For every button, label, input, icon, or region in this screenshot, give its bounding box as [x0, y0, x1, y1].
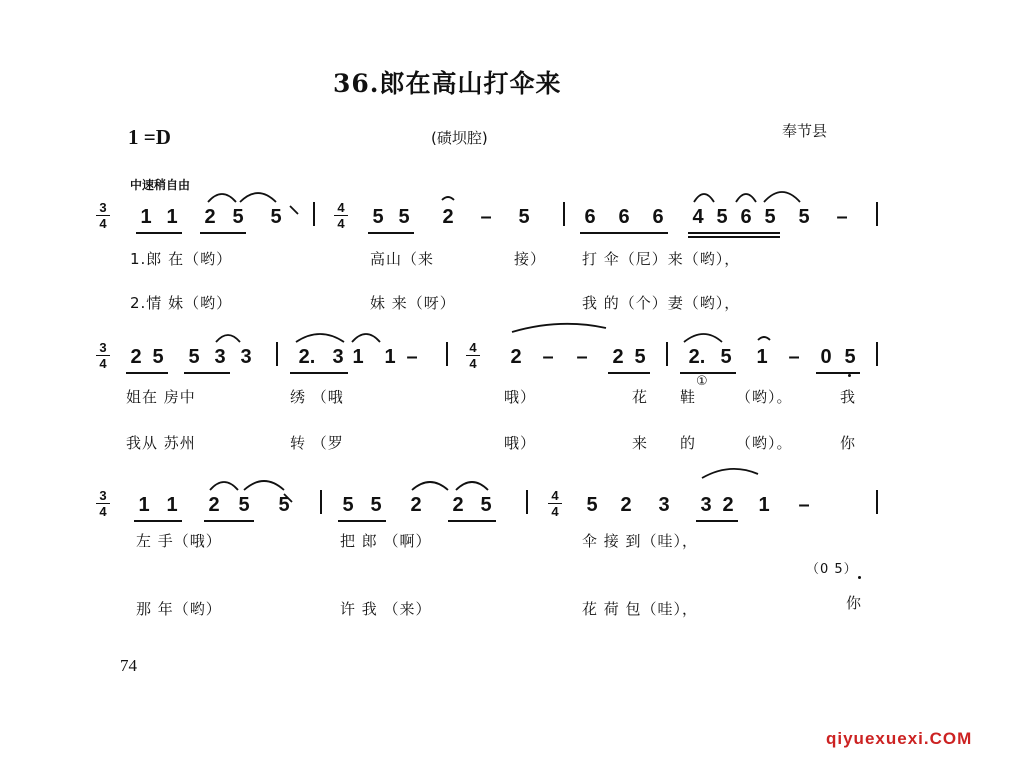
note: 0: [820, 346, 832, 368]
dash: –: [798, 494, 810, 516]
time-signature: 3 4: [96, 200, 110, 231]
lyric: 姐在 房中: [126, 388, 196, 406]
note: 5: [270, 206, 282, 228]
note: 2.: [298, 346, 316, 368]
lyric: 花 荷 包（哇），: [582, 600, 699, 618]
lyric: 我从 苏州: [126, 434, 196, 452]
note: 5: [238, 494, 250, 516]
note: 5: [372, 206, 384, 228]
note: 1: [756, 346, 768, 368]
note: 3: [332, 346, 344, 368]
lyric: 你: [846, 594, 863, 612]
lyric: 高山（来: [370, 250, 435, 268]
region-label: 奉节县: [782, 122, 828, 140]
lyric: 我: [840, 388, 857, 406]
watermark: qiyuexuexi.COM: [826, 729, 973, 748]
note: 2: [612, 346, 624, 368]
lyric: 把 郎 （啊）: [340, 532, 432, 550]
note: 5: [152, 346, 164, 368]
note: 1: [758, 494, 770, 516]
note: 5: [232, 206, 244, 228]
note: 3: [214, 346, 226, 368]
note: 3: [700, 494, 712, 516]
note: 2: [620, 494, 632, 516]
note: 2: [510, 346, 522, 368]
time-signature: 4 4: [548, 488, 562, 519]
note: 5: [518, 206, 530, 228]
note: 3: [240, 346, 252, 368]
lyric: 鞋: [680, 388, 697, 406]
note: 5: [716, 206, 728, 228]
note: 1: [352, 346, 364, 368]
dash: –: [576, 346, 588, 368]
lyric: 来: [632, 434, 649, 452]
note: 1: [166, 206, 178, 228]
lyric: 的: [680, 434, 697, 452]
note: 2: [722, 494, 734, 516]
note: 1: [140, 206, 152, 228]
lyric: 那 年（哟）: [136, 600, 222, 618]
note: 5: [844, 346, 856, 368]
note: 5: [398, 206, 410, 228]
note: 5: [798, 206, 810, 228]
note: 5: [370, 494, 382, 516]
page-number: 74: [120, 656, 137, 675]
lyric: 绣 （哦: [290, 388, 344, 406]
note: 2: [442, 206, 454, 228]
footnote-marker: ①: [696, 374, 708, 389]
page-title: 36.郎在高山打伞来: [333, 69, 562, 98]
note: 1: [138, 494, 150, 516]
note: 6: [652, 206, 664, 228]
dash: –: [542, 346, 554, 368]
dash: –: [480, 206, 492, 228]
lyric: 你: [840, 434, 857, 452]
note: 5: [720, 346, 732, 368]
note: 4: [692, 206, 704, 228]
lyric: 伞 接 到（哇），: [582, 532, 699, 550]
note: 6: [618, 206, 630, 228]
genre-label: (碛坝腔): [431, 129, 488, 147]
lyric: 左 手（哦）: [136, 532, 222, 550]
note: 1: [384, 346, 396, 368]
note: 5: [480, 494, 492, 516]
dash: –: [406, 346, 418, 368]
note: 1: [166, 494, 178, 516]
lyric: （哟）。: [736, 388, 793, 406]
dash: –: [788, 346, 800, 368]
lyric: 许 我 （来）: [340, 600, 432, 618]
lyric: 哦）: [504, 434, 537, 452]
note: 2: [452, 494, 464, 516]
note: 5: [188, 346, 200, 368]
dash: –: [836, 206, 848, 228]
lyric: （哟）。: [736, 434, 793, 452]
note: 2: [204, 206, 216, 228]
lyric: 2.情 妹（哟）: [130, 294, 233, 312]
time-signature: 4 4: [466, 340, 480, 371]
lyric: 接）: [514, 250, 547, 268]
note: 3: [658, 494, 670, 516]
lyric: 妹 来（呀）: [370, 294, 456, 312]
lyric: 花: [632, 388, 649, 406]
note: 6: [740, 206, 752, 228]
note: 5: [278, 494, 290, 516]
time-signature: 4 4: [334, 200, 348, 231]
note: 5: [764, 206, 776, 228]
tempo-marking: 中速稍自由: [130, 178, 191, 192]
note: 2.: [688, 346, 706, 368]
lyric: 1.郎 在（哟）: [130, 250, 233, 268]
note: 5: [634, 346, 646, 368]
pickup-notes: （0 5）: [806, 562, 858, 577]
note: 5: [342, 494, 354, 516]
time-signature: 3 4: [96, 340, 110, 371]
key-signature: 1 =D: [128, 125, 171, 149]
note: 5: [586, 494, 598, 516]
note: 2: [410, 494, 422, 516]
note: 2: [130, 346, 142, 368]
time-signature: 3 4: [96, 488, 110, 519]
lyric: 打 伞（尼）来（哟），: [582, 250, 741, 268]
note: 6: [584, 206, 596, 228]
lyric: 转 （罗: [290, 434, 344, 452]
note: 2: [208, 494, 220, 516]
lyric: 哦）: [504, 388, 537, 406]
lyric: 我 的（个）妻（哟），: [582, 294, 741, 312]
